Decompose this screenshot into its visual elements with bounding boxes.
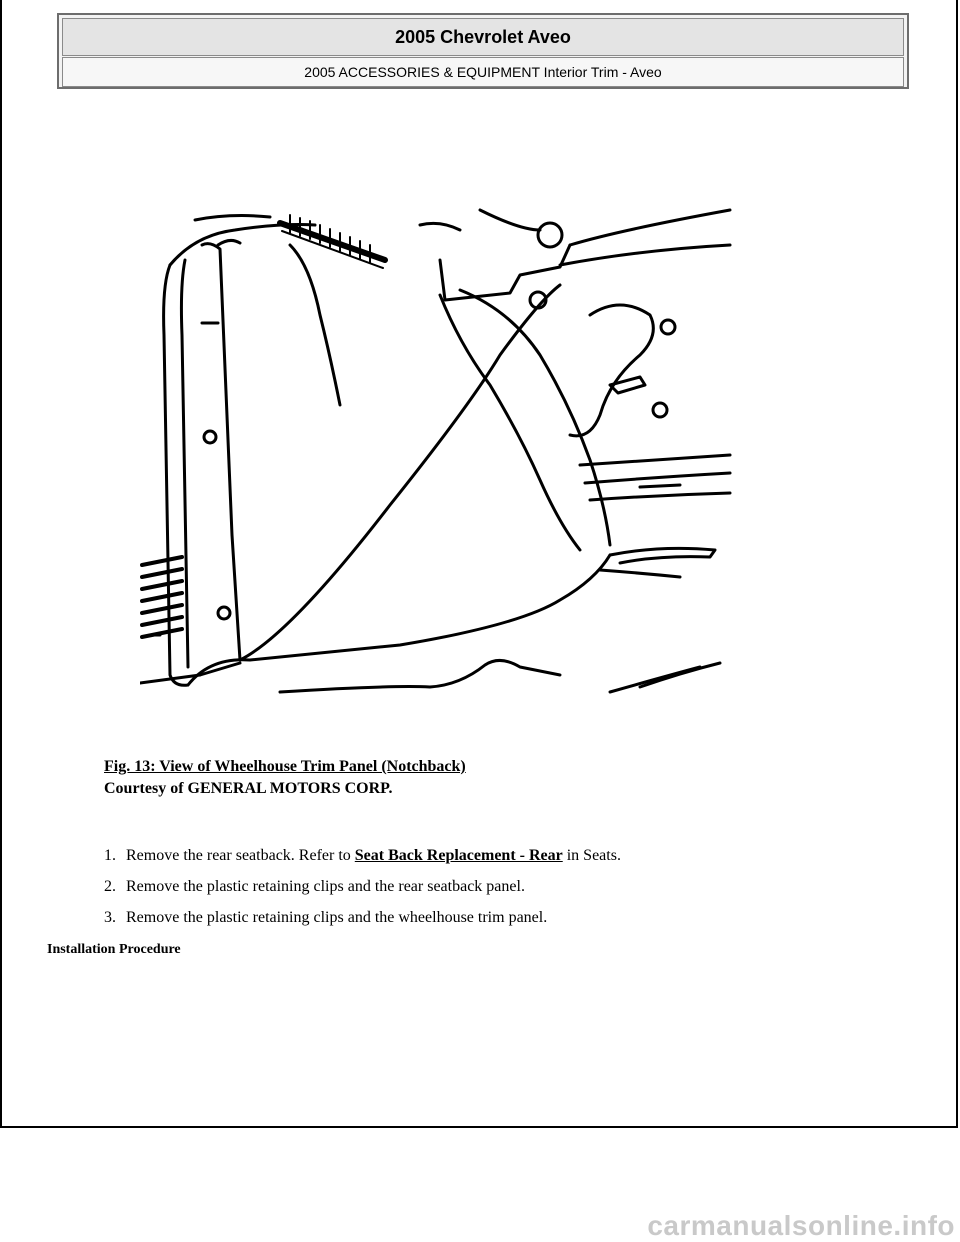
figure-caption-title: Fig. 13: View of Wheelhouse Trim Panel (Notchback) [104, 758, 466, 775]
step-item [104, 907, 621, 938]
step-item [104, 876, 621, 907]
step-text: Remove the plastic retaining clips and the wheelhouse trim panel. [126, 909, 548, 926]
wheelhouse-trim-panel-illustration [140, 205, 735, 695]
section-heading: Installation Procedure [47, 942, 181, 957]
step-text: Remove the rear seatback. Refer to [126, 847, 355, 864]
step-item [104, 845, 621, 876]
seat-back-replacement-link[interactable]: Seat Back Replacement - Rear [354, 847, 563, 864]
removal-steps [104, 845, 621, 938]
step-number: 3. [104, 909, 116, 926]
step-text: in Seats. [562, 847, 621, 864]
figure-caption-credit: Courtesy of GENERAL MOTORS CORP. [104, 780, 393, 797]
watermark: carmanualsonline.info [647, 1210, 955, 1241]
step-text: Remove the plastic retaining clips and the rear seatback panel. [126, 878, 525, 895]
document-header [57, 13, 909, 89]
step-number: 1. [104, 847, 116, 864]
header-subtitle: 2005 ACCESSORIES & EQUIPMENT Interior Trim - Aveo [62, 57, 904, 87]
step-number: 2. [104, 878, 116, 895]
figure-caption [104, 756, 466, 800]
header-title: 2005 Chevrolet Aveo [62, 18, 904, 56]
